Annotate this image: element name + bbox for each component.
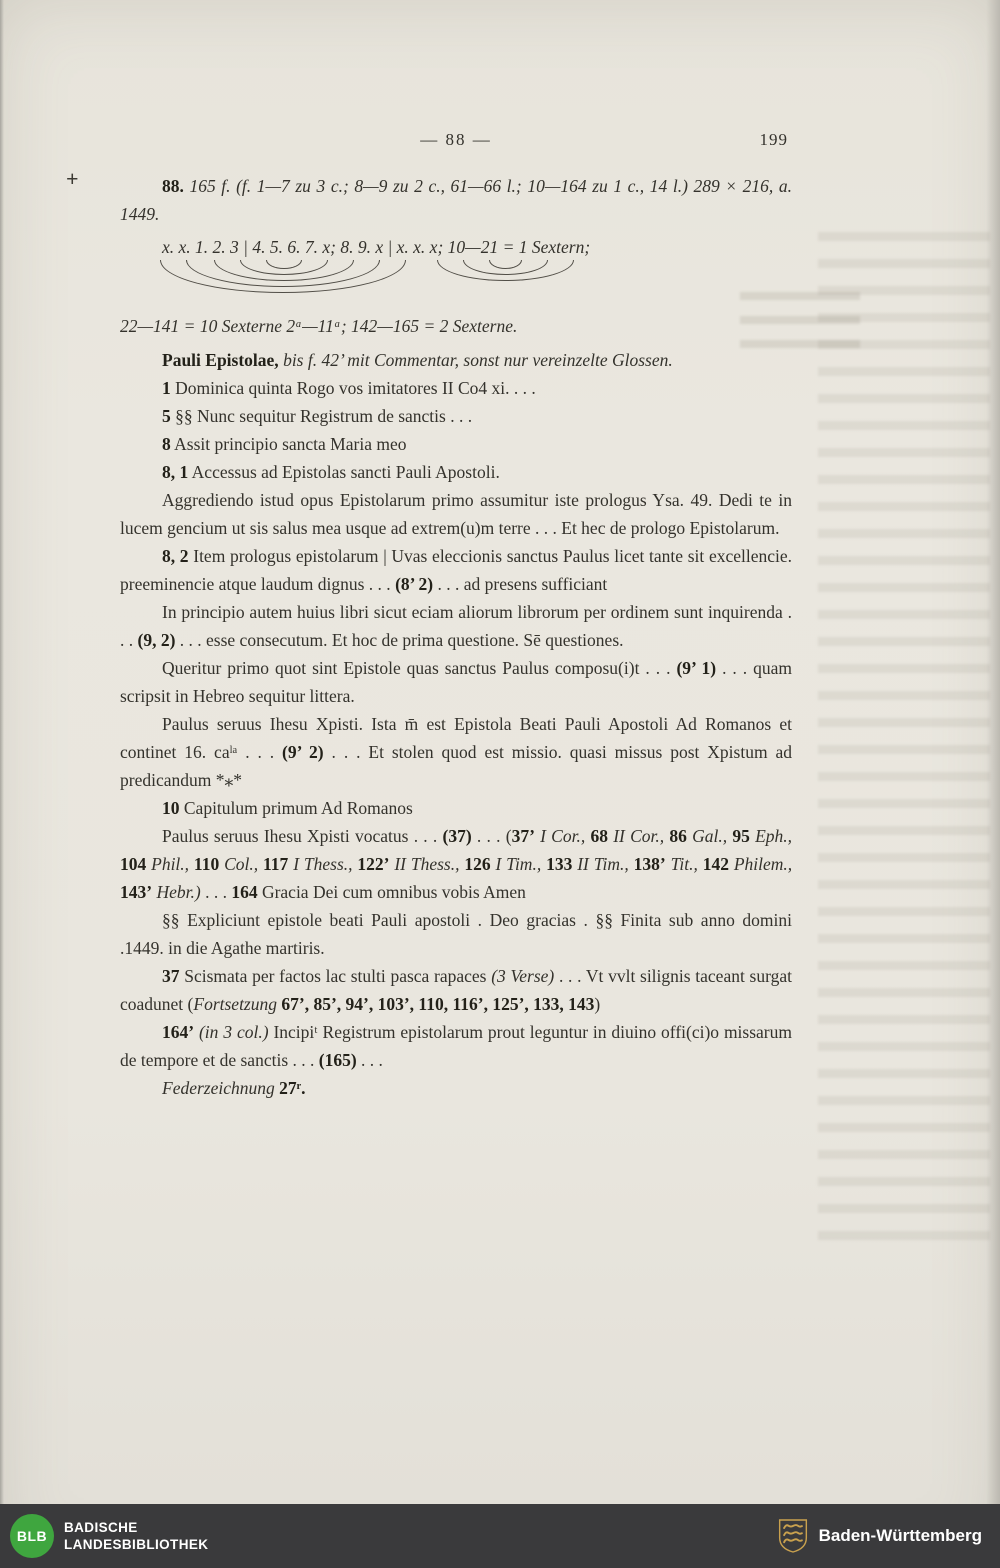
text-run: 138’ <box>633 854 666 874</box>
text-run: Col., <box>224 854 259 874</box>
paragraph-item-8 <box>120 430 792 458</box>
page-number: 199 <box>759 130 788 149</box>
text-run: (9, 2) <box>137 630 176 650</box>
text-run: 164’ <box>162 1022 195 1042</box>
text-run: 37’ <box>511 826 535 846</box>
collation-formula-2: 22—141 = 10 Sexterne 2ᵃ—11ᵃ; 142—165 = 2 Sexterne. <box>120 316 518 336</box>
paragraph-queritur <box>120 654 792 710</box>
paragraph-federzeichnung <box>120 1074 792 1102</box>
paragraph-explicit <box>120 906 792 962</box>
blb-logo-text: BLB <box>16 1528 48 1544</box>
text-run: Queritur primo quot sint Epistole quas sanctus Paulus composu(i)t . . . <box>162 658 677 678</box>
text-run: . . . <box>200 882 232 902</box>
text-run: Incipiᵗ Registrum epistolarum prout leguntur in diuino offi(ci)o missarum de tempore et de sanctis . . . <box>120 1022 792 1070</box>
text-run: 86 <box>669 826 687 846</box>
text-run: Tit., <box>670 854 698 874</box>
state-name: Baden-Württemberg <box>818 1526 982 1545</box>
text-run: . . . esse consecutum. Et hoc de prima questione. Sē questiones. <box>175 630 624 650</box>
text-run: Item prologus epistolarum | Uvas eleccionis sanctus Paulus licet tante sit excellencie. preeminencie atque laudum dignus . . . <box>120 546 793 594</box>
paragraph-title-line <box>120 346 792 374</box>
paragraph-paulus-seruus-2 <box>120 822 792 906</box>
text-run: Scismata per factos lac stulti pasca rapaces <box>179 966 492 986</box>
text-run: (165) <box>318 1050 357 1070</box>
text-run: . . . Vt vvlt silignis taceant surgat coadunet ( <box>120 966 792 1014</box>
paragraph-item-10 <box>120 794 792 822</box>
text-run: 27ʳ. <box>279 1078 306 1098</box>
text-run: (8’ 2) <box>395 574 434 594</box>
quire-arc <box>437 260 574 281</box>
text-run: §§ Expliciunt epistole beati Pauli apostoli . Deo gracias . §§ Finita sub anno domini .1449. in die Agathe martiris. <box>120 910 792 958</box>
text-run: 67’, 85’, 94’, 103’, 110, 116’, 125’, 133, 143 <box>281 994 595 1014</box>
quire-arc <box>160 260 406 293</box>
text-run: Paulus seruus Ihesu Xpisti vocatus . . . <box>162 826 443 846</box>
library-name <box>64 1519 208 1553</box>
text-run: 110 <box>193 854 220 874</box>
paragraph-item-5 <box>120 402 792 430</box>
text-run: 143’ <box>120 882 153 902</box>
text-run: 142 <box>702 854 729 874</box>
paragraph-item-37 <box>120 962 792 1018</box>
bw-coat-of-arms-icon <box>777 1518 809 1554</box>
text-run: 117 <box>263 854 289 874</box>
text-run: Aggrediendo istud opus Epistolarum primo assumitur iste prologus Ysa. 49. Dedi te in lucem gencium ut sis salus mea usque ad extrem(u)m terre . . . Et hec de prologo Epistolarum. <box>120 490 792 538</box>
collation-formula: x. x. 1. 2. 3 | 4. 5. 6. 7. x; 8. 9. x | x. x. x; 10—21 = 1 Sextern; <box>162 237 591 257</box>
text-run: (37) <box>442 826 472 846</box>
text-run: 5 <box>162 406 171 426</box>
text-run: . . . ( <box>471 826 512 846</box>
text-run: . . . <box>356 1050 383 1070</box>
paragraph-in-principio <box>120 598 792 654</box>
text-run: I Cor., <box>540 826 586 846</box>
text-run: . . . quam scripsit in Hebreo sequitur littera. <box>120 658 792 706</box>
entry-body <box>120 346 792 1102</box>
text-run: 68 <box>590 826 608 846</box>
paragraph-prologue-note <box>120 486 792 542</box>
text-run: 95 <box>732 826 750 846</box>
text-run: §§ Nunc sequitur Registrum de sanctis . . . <box>170 406 473 426</box>
blb-logo <box>10 1514 54 1558</box>
page-header <box>120 130 792 172</box>
text-run: 164 <box>231 882 258 902</box>
text-run: Dominica quinta Rogo vos imitatores II Co4 xi. . . . <box>170 378 536 398</box>
text-run: (3 Verse) <box>491 966 555 986</box>
text-run: (9’ 1) <box>676 658 717 678</box>
text-run: I Thess., <box>293 854 353 874</box>
paragraph-item-1 <box>120 374 792 402</box>
state-branding <box>777 1518 1000 1554</box>
running-head: — 88 — <box>420 130 492 149</box>
text-run: 88. <box>162 176 184 196</box>
text-run: . . . Et stolen quod est missio. quasi missus post Xpistum ad predicandum *⁎* <box>120 742 792 790</box>
text-run: Assit principio sancta Maria meo <box>170 434 407 454</box>
text-run: 37 <box>162 966 180 986</box>
text-block <box>120 130 792 1102</box>
text-run: Gal., <box>692 826 728 846</box>
paragraph-item-8-2 <box>120 542 792 598</box>
text-run: 104 <box>120 854 147 874</box>
text-run: Gracia Dei cum omnibus vobis Amen <box>257 882 526 902</box>
text-run: bis f. 42’ mit Commentar, sonst nur vereinzelte Glossen. <box>283 350 673 370</box>
text-run: II Tim., <box>577 854 629 874</box>
text-run: Paulus seruus Ihesu Xpisti. Ista m̄ est Epistola Beati Pauli Apostoli Ad Romanos et continet 16. caˡᵃ . . . <box>120 714 792 762</box>
quire-diagram <box>120 260 792 304</box>
verso-bleedthrough-texture <box>818 232 990 1242</box>
text-run: II Thess., <box>394 854 460 874</box>
paragraph-item-8-1 <box>120 458 792 486</box>
text-run: ) <box>594 994 601 1014</box>
text-run: 8, 1 <box>162 462 189 482</box>
library-name-line2: LANDESBIBLIOTHEK <box>64 1537 209 1552</box>
text-run: Phil., <box>151 854 190 874</box>
paragraph-paulus-seruus-1 <box>120 710 792 794</box>
text-run: II Cor., <box>613 826 665 846</box>
paragraph-item-164 <box>120 1018 792 1074</box>
text-run: 8, 2 <box>162 546 189 566</box>
text-run: In principio autem huius libri sicut eciam aliorum librorum per ordinem sunt inquirenda . . . <box>120 602 792 650</box>
footer-bar <box>0 1504 1000 1568</box>
text-run: 8 <box>162 434 171 454</box>
text-run: Pauli Epistolae, <box>162 350 279 370</box>
text-run: I Tim., <box>495 854 542 874</box>
text-run: 10 <box>162 798 180 818</box>
text-run: . . . ad presens sufficiant <box>433 574 608 594</box>
text-run: (9’ 2) <box>282 742 324 762</box>
text-run: Accessus ad Epistolas sancti Pauli Apostoli. <box>188 462 500 482</box>
text-run: 165 f. (f. 1—7 zu 3 c.; 8—9 zu 2 c., 61—66 l.; 10—164 zu 1 c., 14 l.) 289 × 216, a. 1449. <box>120 176 792 224</box>
text-run: 1 <box>162 378 171 398</box>
text-run: 122’ <box>357 854 390 874</box>
scan-edge-right <box>986 0 1000 1568</box>
entry-heading <box>120 172 792 228</box>
library-name-line1: BADISCHE <box>64 1520 138 1535</box>
text-run: Capitulum primum Ad Romanos <box>179 798 413 818</box>
scan-edge-left <box>0 0 4 1568</box>
text-run: 133 <box>546 854 573 874</box>
text-run: 126 <box>464 854 491 874</box>
text-run: Fortsetzung <box>193 994 277 1014</box>
text-run: Federzeichnung <box>162 1078 275 1098</box>
text-run: (in 3 col.) <box>198 1022 269 1042</box>
text-run: Philem., <box>733 854 793 874</box>
text-run: Eph., <box>755 826 793 846</box>
margin-plus-mark: + <box>66 166 79 191</box>
text-run: Hebr.) <box>156 882 201 902</box>
